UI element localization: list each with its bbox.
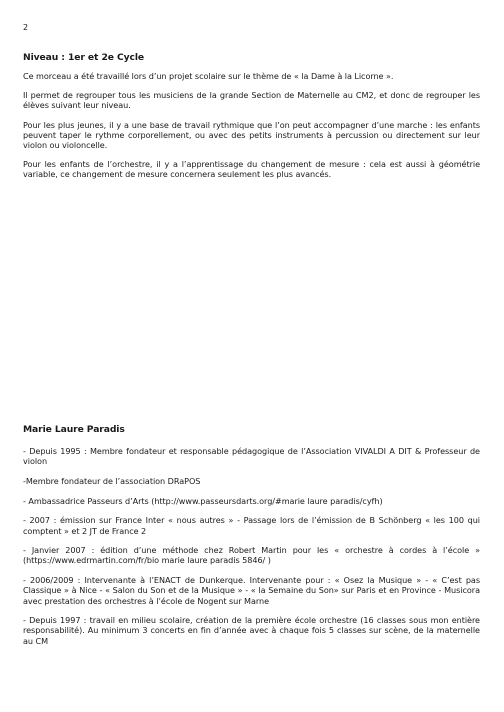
level-section bbox=[23, 52, 480, 189]
bio-item: -Membre fondateur de l’association DRaPOS bbox=[23, 475, 201, 486]
bio-item: - 2006/2009 : Intervenante à l’ENACT de Dunkerque. Intervenante pour : « Osez la Musique » - « C’est pas Classique » à Nice - « Salon du Son et de la Musique » - « la Semaine du Son» sur Paris et en Province - Musicora avec prestation des orchestres à l’école de Nogent sur Marne bbox=[23, 575, 480, 606]
paragraph: Ce morceau a été travaillé lors d’un projet scolaire sur le thème de « la Dame à la Licorne ». bbox=[23, 71, 394, 81]
bio-item: - Ambassadrice Passeurs d’Arts (http://www.passeursdarts.org/#marie laure paradis/cyfh) bbox=[23, 495, 383, 506]
bio-item: - Janvier 2007 : édition d’une méthode chez Robert Martin pour les « orchestre à cordes à l’école » (https://www.edrmartin.com/fr/bio marie laure paradis 5846/ ) bbox=[23, 545, 480, 566]
paragraph: Pour les enfants de l’orchestre, il y a l’apprentissage du changement de mesure : cela est aussi à géométrie variable, ce changement de mesure concernera seulement les plus avancés. bbox=[23, 159, 480, 180]
page-number: 2 bbox=[23, 23, 29, 32]
bio-item: - Depuis 1995 : Membre fondateur et responsable pédagogique de l’Association VIVALDI A DIT & Professeur de violon bbox=[23, 446, 480, 467]
bio-section bbox=[23, 424, 480, 655]
bio-item: - Depuis 1997 : travail en milieu scolaire, création de la première école orchestre (16 classes sous mon entière responsabilité). Au minimum 3 concerts en fin d’année avec à chaque fois 5 classes sur scène, de la maternelle au CM bbox=[23, 615, 480, 646]
bio-heading: Marie Laure Paradis bbox=[23, 424, 125, 435]
paragraph: Il permet de regrouper tous les musiciens de la grande Section de Maternelle au CM2, et donc de regrouper les élèves suivant leur niveau. bbox=[23, 90, 480, 111]
level-heading: Niveau : 1er et 2e Cycle bbox=[23, 52, 145, 63]
bio-item: - 2007 : émission sur France Inter « nous autres » - Passage lors de l’émission de B Schönberg « les 100 qui comptent » et 2 JT de France 2 bbox=[23, 515, 480, 536]
paragraph: Pour les plus jeunes, il y a une base de travail rythmique que l’on peut accompagner d’une marche : les enfants peuvent taper le rythme corporellement, ou avec des petits instruments à percussion ou directement sur leur violon ou violoncelle. bbox=[23, 119, 480, 151]
